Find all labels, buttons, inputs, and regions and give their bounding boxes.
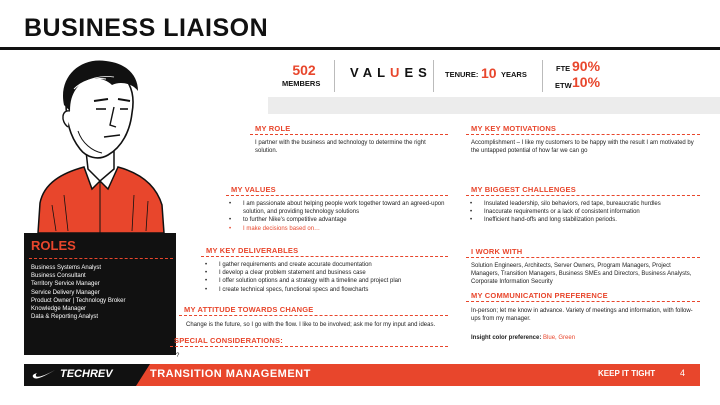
- list-item: • I create technical specs, functional specs and flowcharts: [201, 286, 448, 294]
- header-band: [268, 97, 720, 114]
- my-role-heading: MY ROLE: [255, 124, 291, 133]
- persona-illustration: [22, 55, 182, 235]
- deliverables-divider: [201, 256, 448, 257]
- challenges-divider: [466, 195, 700, 196]
- swoosh-icon: [32, 367, 56, 381]
- list-item: Product Owner | Technology Broker: [31, 297, 126, 304]
- list-item: • I am passionate about helping people work together toward an agreed-upon solution, and providing technology solutions: [225, 200, 447, 216]
- communication-divider: [466, 301, 700, 302]
- list-item: Service Delivery Manager: [31, 289, 100, 296]
- motivations-text: Accomplishment – I like my customers to be happy with the result I am motivated by the untapped potential of how far we can go: [471, 140, 694, 155]
- attitude-text: Change is the future, so I go with the flow. I like to be involved; ask me for my input and ideas.: [186, 322, 436, 328]
- list-item: • I make decisions based on…: [225, 225, 447, 233]
- title-divider: [0, 47, 720, 50]
- special-considerations-divider: [170, 346, 448, 347]
- roles-divider: [29, 258, 173, 259]
- brand-logo: TECHREV: [60, 368, 113, 380]
- attitude-divider: [179, 315, 448, 316]
- list-item: • I gather requirements and create accurate documentation: [201, 261, 448, 269]
- special-considerations-heading: SPECIAL CONSIDERATIONS:: [174, 336, 283, 345]
- my-role-divider: [250, 134, 448, 135]
- values-heading: [350, 65, 432, 80]
- page-number: 4: [680, 368, 686, 378]
- list-item: Business Consultant: [31, 273, 86, 280]
- values-suffix: ES: [404, 65, 432, 80]
- list-item: Territory Service Manager: [31, 281, 100, 288]
- attitude-heading: MY ATTITUDE TOWARDS CHANGE: [184, 305, 314, 314]
- work-with-heading: I WORK WITH: [471, 247, 523, 256]
- communication-text: In-person; let me know in advance. Variety of meetings and information, with follow-ups from my manager.: [471, 308, 693, 323]
- list-item: • Insulated leadership, silo behaviors, red tape, bureaucratic hurdles: [466, 200, 700, 208]
- my-values-heading: MY VALUES: [231, 185, 276, 194]
- list-item: • Inefficient hand-offs and long stabilization periods.: [466, 216, 700, 224]
- deliverables-list: [201, 261, 448, 294]
- page-title: BUSINESS LIAISON: [24, 14, 269, 42]
- fte-value: 90%: [572, 58, 601, 74]
- roles-list: [31, 264, 126, 321]
- values-highlight: U: [390, 65, 405, 80]
- my-values-list: [225, 200, 447, 233]
- list-item: • I develop a clear problem statement and business case: [201, 269, 448, 277]
- list-item: Data & Reporting Analyst: [31, 314, 99, 321]
- footer-tagline: KEEP IT TIGHT: [598, 369, 656, 378]
- insight-label: Insight color preference:: [471, 335, 542, 341]
- tenure-value: 10: [481, 65, 497, 81]
- deliverables-heading: MY KEY DELIVERABLES: [206, 246, 299, 255]
- stat-divider: [433, 60, 434, 92]
- special-considerations-text: ?: [176, 353, 180, 359]
- my-values-divider: [226, 195, 448, 196]
- work-with-text: Solution Engineers, Architects, Server Owners, Program Managers, Project Managers, Transition Managers, Business SMEs and Directors, Business Analysts, Corporate Information Security: [471, 263, 692, 286]
- members-count: 502: [292, 62, 316, 78]
- work-with-divider: [466, 257, 700, 258]
- footer-title: TRANSITION MANAGEMENT: [150, 368, 311, 380]
- list-item: • to further Nike's competitive advantage: [225, 216, 447, 224]
- stat-divider: [542, 60, 543, 92]
- values-prefix: VAL: [350, 65, 391, 80]
- challenges-list: [466, 200, 700, 225]
- years-label: YEARS: [501, 70, 527, 79]
- fte-label: FTE: [556, 64, 571, 73]
- list-item: Business Systems Analyst: [31, 265, 102, 271]
- list-item: Knowledge Manager: [31, 306, 87, 313]
- tenure-label: TENURE:: [445, 70, 479, 79]
- insight-value: Blue, Green: [543, 335, 576, 341]
- stat-divider: [334, 60, 335, 92]
- etw-value: 10%: [572, 74, 601, 90]
- etw-label: ETW: [555, 81, 572, 90]
- list-item: • I offer solution options and a strategy with a timeline and project plan: [201, 277, 448, 285]
- list-item: • Inaccurate requirements or a lack of consistent information: [466, 208, 700, 216]
- roles-heading: ROLES: [31, 238, 76, 253]
- members-label: MEMBERS: [282, 79, 321, 88]
- motivations-heading: MY KEY MOTIVATIONS: [471, 124, 557, 133]
- insight-preference: [471, 334, 699, 342]
- motivations-divider: [466, 134, 700, 135]
- my-role-text: I partner with the business and technology to determine the right solution.: [255, 140, 426, 155]
- communication-heading: MY COMMUNICATION PREFERENCE: [471, 291, 608, 300]
- challenges-heading: MY BIGGEST CHALLENGES: [471, 185, 576, 194]
